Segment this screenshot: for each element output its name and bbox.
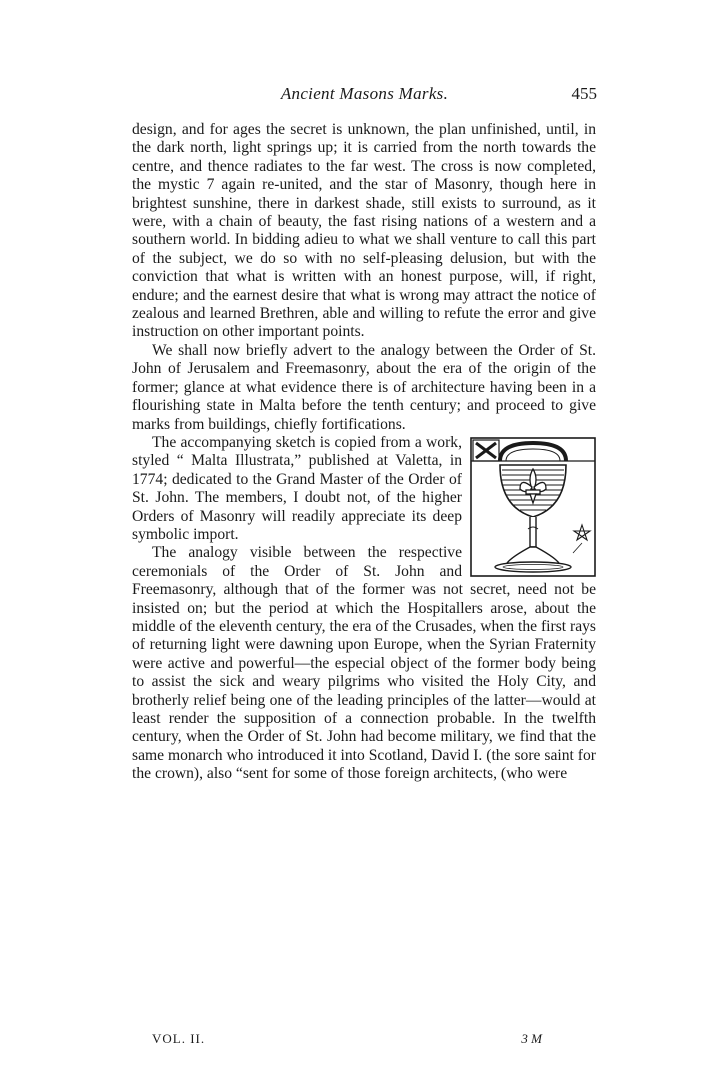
paragraph-4: The analogy visible between the respective ceremonials of the Order of St. John and Freemasonry, although that of the former was not secret, need not be insisted on; but the period at which the Hospitallers arose, about the middle of the eleventh century, the era of the Crusades, when the first rays of returning light were dawning upon Europe, when the Syrian Fraternity were active and powerful—the especial object of the former body being to assist the sick and weary pilgrims who visited the Holy City, and brotherly relief being one of the leading principles of the latter—would at least render the supposition of a connection probable. In the twelfth century, when the Order of St. John had become military, we find that the same monarch who introduced it into Scotland, David I. (the sore saint for the crown), also “sent for some of those foreign architects, (who were [132, 544, 596, 783]
running-header [132, 84, 597, 110]
page-number: 455 [571, 84, 597, 103]
running-title: Ancient Masons Marks. [280, 84, 449, 103]
page-footer [152, 1031, 542, 1051]
volume-marker: VOL. II. [152, 1031, 206, 1046]
paragraph-3: The accompanying sketch is copied from a work, styled “ Malta Illustrata,” published at Valetta, in 1774; dedicated to the Grand Master of the Order of St. John. The members, I doubt not, of the higher Orders of Masonry will readily appreciate its deep symbolic import. [132, 433, 462, 543]
paragraph-2: We shall now briefly advert to the analogy between the Order of St. John of Jerusalem and Freemasonry, about the era of the origin of the former; glance at what evidence there is of architecture having been in a flourishing state in Malta before the tenth century; and proceed to give marks from buildings, chiefly fortifications. [132, 341, 596, 433]
paragraph-1: design, and for ages the secret is unknown, the plan unfinished, until, in the dark north, light springs up; it is carried from the north towards the centre, and thence radiates to the far west. The cross is now completed, the mystic 7 again re-united, and the star of Masonry, though here in brightest sunshine, there in darkest shade, still exists to surround, as it were, with a chain of beauty, the fast rising nations of a western and a southern world. In bidding adieu to what we shall venture to call this part of the subject, we do so with no self-pleasing delusion, but with the conviction that what is written with an honest purpose, will, if right, endure; and the earnest desire that what is wrong may attract the notice of zealous and learned Brethren, able and willing to refute the error and give instruction on other important points. [132, 121, 596, 341]
page-body [132, 121, 596, 784]
symbolic-sketch-figure [470, 437, 596, 577]
signature-mark: 3 M [521, 1031, 542, 1046]
chalice-sketch-illustration [470, 437, 596, 577]
